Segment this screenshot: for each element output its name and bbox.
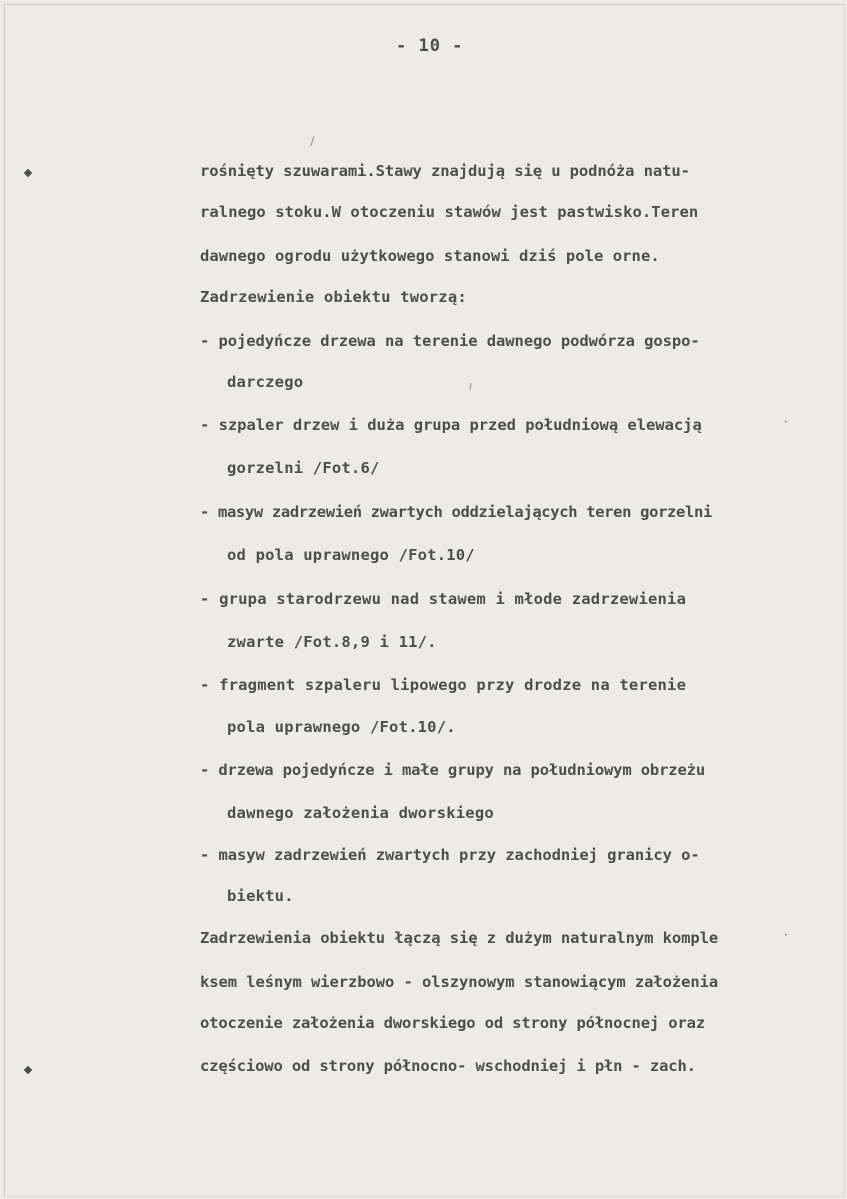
text-line: darczego [227,373,304,391]
text-line: otoczenie założenia dworskiego od strony północnej oraz [200,1014,705,1032]
text-line: dawnego założenia dworskiego [227,804,494,822]
text-line: pola uprawnego /Fot.10/. [227,718,456,736]
text-line: od pola uprawnego /Fot.10/ [227,546,475,564]
text-line: Zadrzewienie obiektu tworzą: [200,288,467,306]
page-number: - 10 - [396,36,464,56]
margin-mark: · [784,928,788,942]
text-line: częściowo od strony północno- wschodniej i płn - zach. [200,1057,696,1075]
text-line: - fragment szpaleru lipowego przy drodze na terenie [200,676,687,694]
margin-mark: · [784,415,788,429]
text-line: ksem leśnym wierzbowo - olszynowym stanowiącym założenia [200,973,719,991]
text-line: gorzelni /Fot.6/ [227,459,380,477]
text-line: - pojedyńcze drzewa na terenie dawnego podwórza gospo- [200,332,700,350]
text-line: zwarte /Fot.8,9 i 11/. [227,633,437,651]
text-line: biektu. [227,887,294,905]
text-line: - szpaler drzew i duża grupa przed południową elewacją [200,416,702,434]
text-line: - grupa starodrzewu nad stawem i młode zadrzewienia [200,590,687,608]
text-line: rośnięty szuwarami.Stawy znajdują się u podnóża natu- [200,162,690,180]
text-line: - masyw zadrzewień zwartych oddzielających teren gorzelni [200,503,712,521]
text-line: dawnego ogrodu użytkowego stanowi dziś pole orne. [200,247,660,265]
text-line: - drzewa pojedyńcze i małe grupy na południowym obrzeżu [200,761,705,779]
text-line: ralnego stoku.W otoczeniu stawów jest pastwisko.Teren [200,203,699,221]
text-line: - masyw zadrzewień zwartych przy zachodniej granicy o- [200,846,700,864]
text-line: Zadrzewienia obiektu łączą się z dużym naturalnym komple [200,929,719,947]
